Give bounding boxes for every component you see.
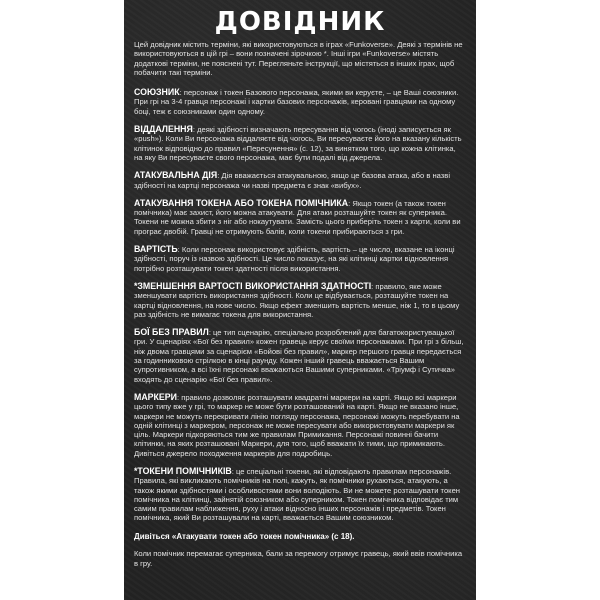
intro-paragraph: Цей довідник містить терміни, які використовуються в іграх «Funkoverse». Деякі з термінів не використовуються в цій грі – вони позначені зірочкою *. Інші ігри «Funkoverse» містять додаткові терміни, не пояснені тут. Перегляньте інструкції, що містяться в інших іграх, щоб побачити такі терміни. — [134, 40, 463, 77]
term-definition: : Коли персонаж використовує здібність, вартість – це число, вказане на іконці здібності, поруч із назвою здібності. Це число показує, на які клітинці картки відновлення потрібно розташувати токен здатності після використання. — [134, 245, 455, 273]
glossary-entry-attack-action — [134, 171, 466, 190]
term-label: АТАКУВАННЯ ТОКЕНА АБО ТОКЕНА ПОМІЧНИКА — [134, 197, 349, 208]
glossary-entry-cost — [134, 245, 466, 273]
glossary-entry-attacking-token — [134, 199, 466, 236]
glossary-entry-push — [134, 125, 466, 162]
term-definition: : Якщо токен (а також токен помічника) має захист, його можна атакувати. Для атаки розташуйте токен як суперника. Токени не можна збити з ніг або нокаутувати. Замість цього приберіть токен з карти, коли ви програє двобій. Гравці не отримують балів, коли токени прибираються з гри. — [134, 198, 461, 236]
see-also-note: Дивіться «Атакувати токен або токен помічника» (с 18). — [134, 531, 355, 541]
page-title: ДОВІДНИК — [214, 7, 386, 37]
term-definition: : це тип сценарію, спеціально розроблений для багатокористувацької гри. У сценаріях «Бої без правил» кожен гравець керує своїми персонажами. При грі з більш, ніж двома гравцями за сценарієм «Бойові без правил», маркер першого гравця передається за годинниковою стрілкою в кінці раунду. Кожен інший гравець вважається Вашим супротивником, а всі їхні персонажі вважаються Вашими суперниками. «Тріумф і Сутичка» входять до сценарію «Бої без правил». — [134, 328, 464, 384]
term-label: МАРКЕРИ — [134, 391, 177, 402]
glossary-entry-free-for-all — [134, 328, 466, 384]
glossary-entry-markers — [134, 393, 466, 458]
term-label: ВІДДАЛЕННЯ — [134, 124, 193, 135]
term-label: *ТОКЕНИ ПОМІЧНИКІВ — [134, 465, 232, 476]
glossary-page — [124, 0, 476, 600]
term-definition: : правило дозволяє розташувати квадратні маркери на карті. Якщо всі маркери цього типу вже у грі, то маркер не може бути розташований на карті. Якщо не вказано інше, маркери не можуть перекривати лінію погляду персонажа, персонажі можуть перебувати на одній клітинці з маркером, персонаж не може пересувати або використовувати маркери як ціль. Маркери підкоряються тим же правилам Примикання. Персонажі повинні бачити клітинки, на яких розташовані Маркери, для того, щоб вважати їх тими, що примикають. Дивіться джерело походження маркерів для подробиць. — [134, 392, 460, 458]
glossary-entry-sidekick-tokens — [134, 467, 466, 523]
glossary-entry-ally — [134, 88, 466, 116]
term-label: БОЇ БЕЗ ПРАВИЛ — [134, 327, 209, 338]
glossary-entry-cost-reduction — [134, 282, 466, 319]
term-definition: : Дія вважається атакувальною, якщо це базова атака, або в назві здібності на картці персонажа чи назві предмета є знак «вибух». — [134, 171, 451, 190]
closing-paragraph: Коли помічник перемагає суперника, бали за перемогу отримує гравець, який ввів помічника в гру. — [134, 549, 463, 568]
term-label: АТАКУВАЛЬНА ДІЯ — [134, 170, 218, 181]
term-definition: : це спеціальні токени, які відповідають правилам персонажів. Правила, які викликають помічників на полі, кажуть, як помічники рухаються, атакують, а також якими здібностями і особливостями вони володіють. Ви не можете розташувати токен помічника на клітинці, зайнятій союзником або суперником. Токен помічника відповідає тим самим правилам наближення, руху і атаки відносно інших персонажів і предметів. Токен помічника, який Ви розташували на карті, вважається Вашим союзником. — [134, 466, 460, 523]
term-definition: : персонаж і токен Базового персонажа, якими ви керуєте, – це Ваші союзники. При грі на 3-4 гравця персонажі і картки базових персонажів, керовані гравцями на одному боці, теж є союзниками один одному. — [134, 88, 459, 116]
term-definition: : деякі здібності визначають пересування від чогось (іноді записується як «push»). Коли Ви персонажа віддаляєте від чогось, Ви пересуваєте його на вказану кількість клітинок відповідно до правил «Пересунення» (с. 12), за винятком того, що кожна клітинка, на яку Ви пересуваєте свого персонажа, має бути подалі від джерела. — [134, 125, 462, 162]
term-definition: : правило, яке може зменшувати вартість використання здібності. Коли це відбувається, розташуйте токен на картці відновлення, на нове число. Якщо ефект зменшить вартість менше, ніж 1, то в цьому раз здібність не вимагає токена для використання. — [134, 281, 460, 319]
term-label: СОЮЗНИК — [134, 87, 180, 98]
term-label: *ЗМЕНШЕННЯ ВАРТОСТІ ВИКОРИСТАННЯ ЗДАТНОСТІ — [134, 280, 372, 291]
term-label: ВАРТІСТЬ — [134, 244, 178, 255]
